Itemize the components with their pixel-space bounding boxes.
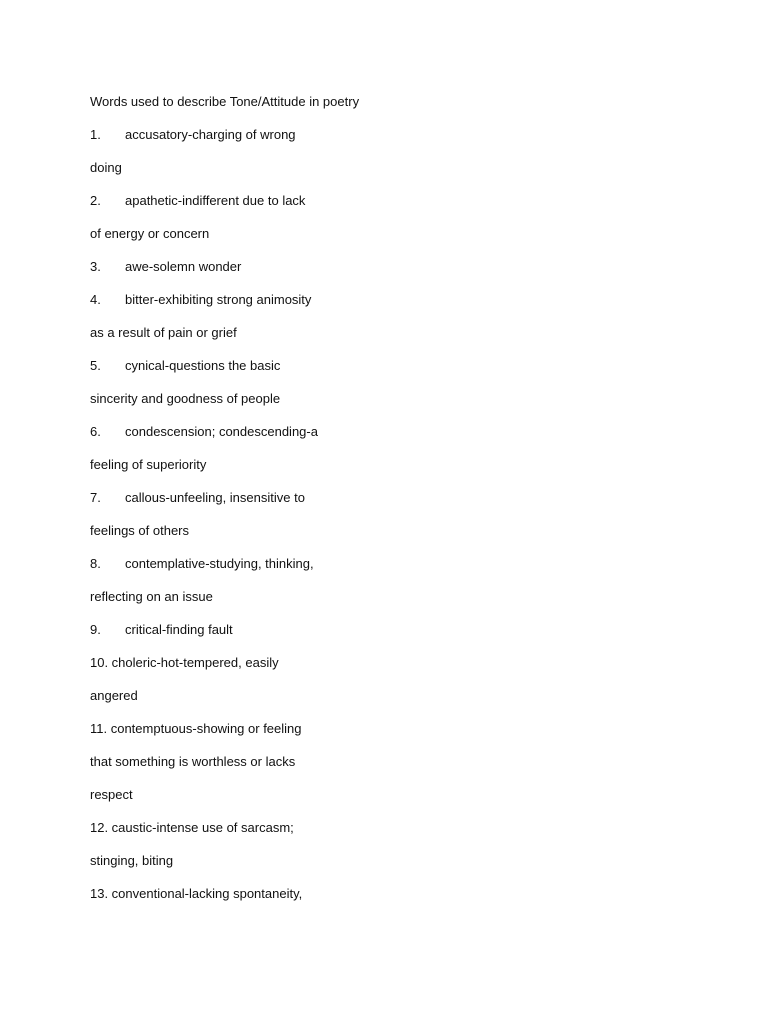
item-text: 10. choleric-hot-tempered, easily (90, 655, 279, 670)
list-item-continuation (90, 752, 690, 785)
item-text: 11. contemptuous-showing or feeling (90, 721, 302, 736)
list-item (90, 653, 690, 686)
list-item (90, 719, 690, 752)
item-text: apathetic-indifferent due to lack (125, 193, 306, 208)
item-text: as a result of pain or grief (90, 325, 237, 340)
item-text: accusatory-charging of wrong (125, 127, 296, 142)
item-number: 2. (90, 193, 101, 208)
item-text: stinging, biting (90, 853, 174, 868)
list-item-continuation (90, 158, 690, 191)
list-item-continuation (90, 851, 690, 884)
list-item (90, 257, 690, 290)
item-text: sincerity and goodness of people (90, 391, 281, 406)
item-text: condescension; condescending-a (125, 424, 318, 439)
item-text: bitter-exhibiting strong animosity (125, 292, 312, 307)
document-title (90, 92, 690, 125)
item-text: that something is worthless or lacks (90, 754, 296, 769)
item-text: of energy or concern (90, 226, 210, 241)
list-item (90, 818, 690, 851)
item-text: callous-unfeeling, insensitive to (125, 490, 305, 505)
item-text: doing (90, 160, 122, 175)
list-item (90, 356, 690, 389)
item-text: cynical-questions the basic (125, 358, 281, 373)
item-text: 13. conventional-lacking spontaneity, (90, 886, 303, 901)
list-item (90, 191, 690, 224)
item-number: 7. (90, 490, 101, 505)
item-number: 1. (90, 127, 101, 142)
list-item-continuation (90, 521, 690, 554)
list-item-continuation (90, 455, 690, 488)
item-number: 3. (90, 259, 101, 274)
list-item (90, 620, 690, 653)
document-content (90, 92, 690, 917)
item-number: 5. (90, 358, 101, 373)
list-item-continuation (90, 224, 690, 257)
list-item-continuation (90, 389, 690, 422)
list-item-continuation (90, 686, 690, 719)
document-title-text: Words used to describe Tone/Attitude in poetry (90, 94, 360, 109)
item-number: 8. (90, 556, 101, 571)
item-text: reflecting on an issue (90, 589, 213, 604)
item-text: contemplative-studying, thinking, (125, 556, 314, 571)
list-item (90, 884, 690, 917)
item-text: awe-solemn wonder (125, 259, 242, 274)
list-item (90, 488, 690, 521)
list-item (90, 422, 690, 455)
list-item-continuation (90, 785, 690, 818)
list-item-continuation (90, 587, 690, 620)
list-item (90, 290, 690, 323)
item-number: 4. (90, 292, 101, 307)
item-text: angered (90, 688, 138, 703)
item-text: feeling of superiority (90, 457, 207, 472)
list-item (90, 554, 690, 587)
item-number: 6. (90, 424, 101, 439)
item-number: 9. (90, 622, 101, 637)
list-item (90, 125, 690, 158)
list-item-continuation (90, 323, 690, 356)
item-text: 12. caustic-intense use of sarcasm; (90, 820, 294, 835)
item-text: respect (90, 787, 133, 802)
item-text: feelings of others (90, 523, 190, 538)
item-text: critical-finding fault (125, 622, 233, 637)
